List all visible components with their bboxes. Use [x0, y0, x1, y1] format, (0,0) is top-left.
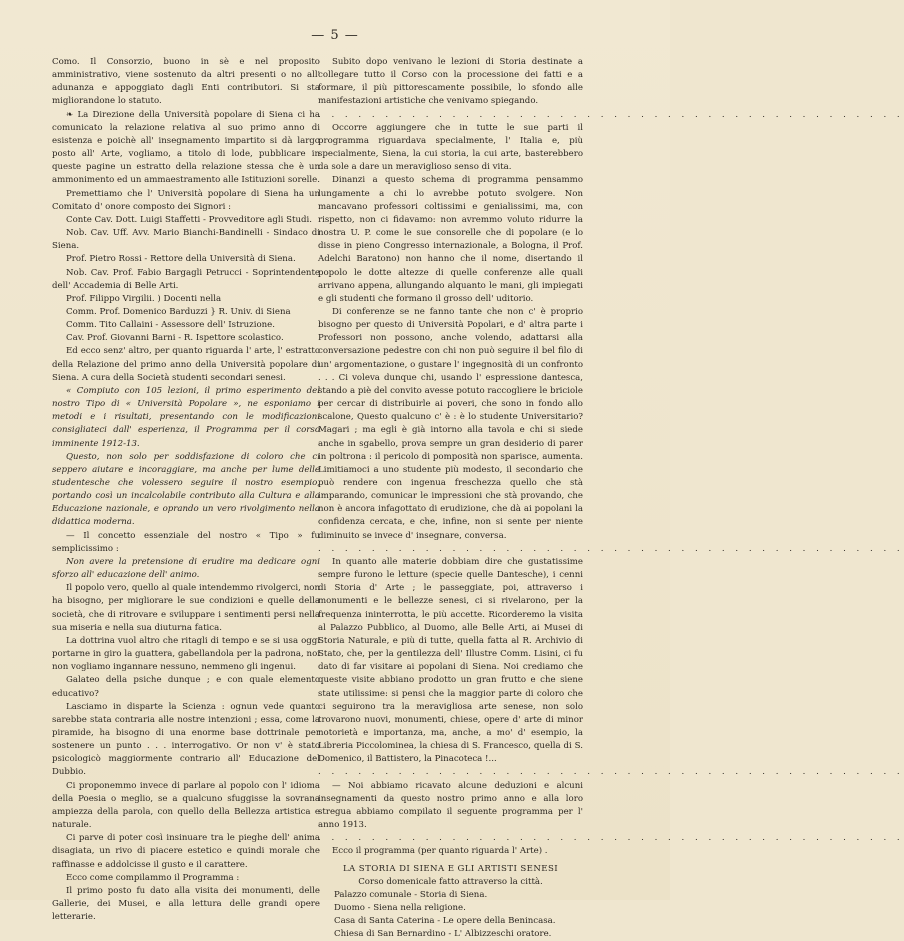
committee-member: Conte Cav. Dott. Luigi Staffetti - Provveditore agli Studi. — [66, 214, 313, 225]
committee-member: Prof. Filippo Virgilii. ) Docenti nella — [66, 293, 222, 304]
ellipsis-separator: . . . . . . . . . . . . . . . . . . . . . . . . . . . . . . . . . . . . . . . . . . . . — [318, 543, 904, 554]
ellipsis-separator: . . . . . . . . . . . . . . . . . . . . . . . . . . . . . . . . . . . . . . . . . . . . — [318, 767, 904, 778]
left-column — [52, 56, 320, 924]
quote-paragraph: Questo, non solo per soddisfazione di coloro che ci seppero aiutare e incoraggiare, ma anche per lume delle studentesche che volessero seguire il nostro esempio, portando così un incalcolabile contributo alla Cultura e alla Educazione nazionale, e oprando un vero rivolgimento nella didattica moderna. — [52, 451, 320, 528]
paragraph: — Il concetto essenziale del nostro « Tipo » fu semplicissimo : — [52, 530, 320, 554]
right-column — [318, 56, 904, 941]
paragraph: ❧ La Direzione della Università popolare di Siena ci ha comunicato la relazione relativa al suo primo anno di esistenza e poichè all' insegnamento impartito si dà largo posto all' Arte, vogliamo, a titolo di lode, pubblicare in queste pagine un estratto della relazione stessa che è un ammonimento ed un ammaestramento alle Istituzioni sorelle. — [52, 109, 320, 186]
committee-member: Nob. Cav. Prof. Fabio Bargagli Petrucci - Soprintendente dell' Accademia di Belle Arti. — [52, 267, 320, 291]
program-item: Casa di Santa Caterina - Le opere della Benincasa. — [334, 916, 556, 927]
paragraph: La dottrina vuol altro che ritagli di tempo e se si usa oggi portarne in giro la guattera, gabellandola per la padrona, noi non vogliamo ingannare nessuno, nemmeno gli ingenui. — [52, 635, 320, 673]
program-item: Duomo - Siena nella religione. — [334, 903, 466, 913]
paragraph: Ci proponemmo invece di parlare al popolo con l' idioma della Poesia o meglio, se a qualcuno sfuggisse la sovrana ampiezza della parola, con quello della Bellezza artistica e naturale. — [52, 780, 320, 831]
paragraph: — Noi abbiamo ricavato alcune deduzioni e alcuni insegnamenti da questo nostro primo anno e alla loro stregua abbiamo compilato il seguente programma per l' anno 1913. — [318, 780, 583, 831]
paragraph: Dinanzi a questo schema di programma pensammo lungamente a chi lo avrebbe potuto svolgere. Non mancavano professori coltissimi e genialissimi, ma, con rispetto, non ci fidavamo: non avremmo voluto ridurre la nostra U. P. come le sue consorelle che di popolare (e lo disse in pieno Congresso internazionale, a Bologna, il Prof. Adelchi Baratono) non hanno che il nome, disertando il popolo le dotte altezze di quelle conferenze alle quali arrivano appena, allungando alquanto le mani, gli impiegati e gli studenti che formano il grosso dell' uditorio. — [318, 175, 583, 304]
committee-member: Comm. Prof. Domenico Barduzzi } R. Univ. di Siena — [66, 306, 291, 317]
paragraph: Ecco come compilammo il Programma : — [66, 872, 240, 883]
paragraph: Premettiamo che l' Università popolare di Siena ha un Comitato d' onore composto dei Signori : — [52, 188, 320, 212]
ellipsis-separator: . . . . . . . . . . . . . . . . . . . . . . . . . . . . . . . . . . . . . . . . . . . . — [318, 833, 904, 844]
program-subheading: Corso domenicale fatto attraverso la città. — [358, 876, 543, 887]
quote-paragraph: « Compiuto con 105 lezioni, il primo esperimento del nostro Tipo di « Università Popolare », ne esponiamo i metodi e i risultati, presentando con le modificazioni consigliateci dall' esperienza, il Programma per il corso imminente 1912-13. — [52, 385, 320, 449]
paragraph: Galateo della psiche dunque ; e con quale elemento educativo? — [52, 675, 320, 699]
paragraph: Ci parve di poter così insinuare tra le pieghe dell' anima disagiata, un rivo di piacere estetico e quindi morale che raffinasse e addolcisse il gusto e il carattere. — [52, 833, 320, 870]
ellipsis-separator: . . . . . . . . . . . . . . . . . . . . . . . . . . . . . . . . . . . . . . . . . . . . — [318, 109, 904, 120]
paragraph: Occorre aggiungere che in tutte le sue parti il programma riguardava specialmente, l' Italia e, più specialmente, Siena, la cui storia, la cui arte, basterebbero da sole a dare un meraviglioso senso di vita. — [318, 122, 583, 173]
program-item: Palazzo comunale - Storia di Siena. — [334, 889, 488, 900]
paragraph: Il popolo vero, quello al quale intendemmo rivolgerci, non ha bisogno, per migliorare le sue condizioni e quelle della società, che di ritrovare e sviluppare i sentimenti persi nella sua miseria e nella sua diuturna fatica. — [52, 583, 320, 633]
paragraph: Di conferenze se ne fanno tante che non c' è proprio bisogno per questo di Università Popolari, e d' altra parte i Professori non possono, anche volendo, adattarsi alla conversazione pedestre con chi non può seguire il bel filo di un' argomentazione, o gustare l' ingegnosità di un confronto . . . Ci voleva dunque chi, usando l' espressione dantesca, stando a piè del convito avesse potuto raccogliere le briciole per cercar di distribuirle ai poveri, che sono in fondo allo scalone, Questo qualcuno c' è : è lo studente Universitario? Magari ; ma egli è già intorno alla tavola e chi si siede anche in sgabello, prova sempre un gran desiderio di parer in poltrona : il pericolo di pomposità non sparisce, aumenta. Limitiamoci a uno studente più modesto, il secondario che può rendere con ingenua freschezza quello che stà imparando, comunicar le impressioni che stà provando, che non è ancora infagottato di erudizione, che dà ai popolani la confidenza cercata, e che, infine, non si sente per niente diminuito se invece d' insegnare, conversa. — [318, 306, 583, 541]
paragraph: Il primo posto fu dato alla visita dei monumenti, delle Gallerie, dei Musei, e alla lettura delle grandi opere letterarie. — [52, 885, 320, 923]
paragraph: Ed ecco senz' altro, per quanto riguarda l' arte, l' estratto della Relazione del primo anno della Università popolare di Siena. A cura della Società studenti secondari senesi. — [52, 346, 320, 383]
paragraph: In quanto alle materie dobbiam dire che gustatissime sempre furono le letture (specie quelle Dantesche), i cenni di Storia d' Arte ; le passeggiate, poi, attraverso i monumenti e le bellezze senesi, ci si rivelarono, per la frequenza ininterrotta, le più accette. Ricorderemo la visita al Palazzo Pubblico, al Duomo, alle Belle Arti, ai Musei di Storia Naturale, e più di tutte, quella fatta al R. Archivio di Stato, che, per la gentilezza dell' Illustre Comm. Lisini, ci fu dato di far visitare ai popolani di Siena. Noi crediamo che queste visite abbiano prodotto un gran frutto e che siene state utilissime: si pensi che la maggior parte di coloro che ci seguirono tra la meravigliosa arte senese, non solo trovarono nuovi, monumenti, chiese, opere d' arte di minor notorietà e importanza, ma, anche, a mo' d' esempio, la Libreria Piccolominea, la chiesa di S. Francesco, quella di S. Domenico, il Battistero, la Pinacoteca !... — [318, 556, 583, 765]
program-heading: LA STORIA DI SIENA E GLI ARTISTI SENESI — [342, 863, 559, 874]
committee-member: Nob. Cav. Uff. Avv. Mario Bianchi-Bandinelli - Sindaco di Siena. — [52, 228, 320, 252]
motto: Non avere la pretensione di erudire ma dedicare ogni sforzo all' educazione dell' animo. — [52, 556, 320, 581]
paragraph: Subito dopo venivano le lezioni di Storia destinate a collegare tutto il Corso con la processione dei fatti e a formare, il più pittorescamente possibile, lo sfondo alle manifestazioni artistiche che venivamo spiegando. — [318, 57, 583, 107]
page-number: — 5 — — [311, 28, 359, 43]
committee-member: Cav. Prof. Giovanni Barni - R. Ispettore scolastico. — [66, 333, 284, 344]
committee-member: Comm. Tito Callaini - Assessore dell' Istruzione. — [66, 320, 275, 331]
paragraph: Ecco il programma (per quanto riguarda l' Arte) . — [332, 846, 548, 857]
program-item: Chiesa di San Bernardino - L' Albizzeschi oratore. — [334, 929, 552, 940]
paragraph: Como. Il Consorzio, buono in sè e nel proposito amministrativo, viene sostenuto da altri presenti o no all' adunanza e appoggiato dagli Enti contributori. Si sta migliorandone lo statuto. — [52, 57, 320, 107]
paragraph: Lasciamo in disparte la Scienza : ognun vede quanto sarebbe stata contraria alle nostre intenzioni ; essa, come la piramide, ha bisogno di una enorme base dottrinale per sostenere un punto . . . interrogativo. Or non v' è stato psicologicò maggiormente contrario all' Educazione del Dubbio. — [52, 701, 320, 778]
committee-member: Prof. Pietro Rossi - Rettore della Università di Siena. — [66, 254, 296, 265]
